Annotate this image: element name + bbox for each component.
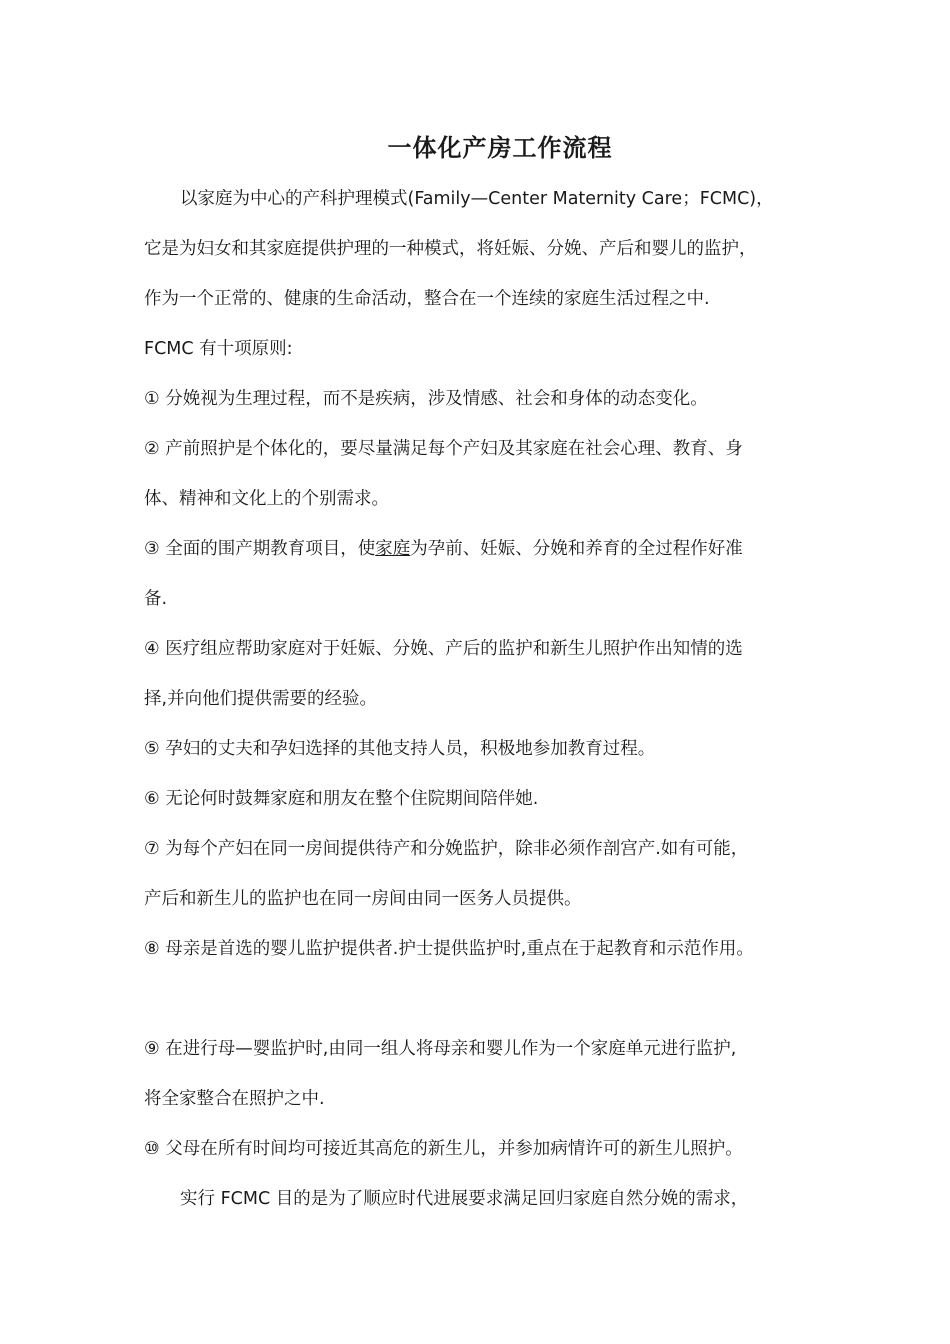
- principle-6: ⑥ 无论何时鼓舞家庭和朋友在整个住院期间陪伴她.: [144, 789, 539, 809]
- principle-3-text-a: ③ 全面的围产期教育项目，使: [144, 539, 376, 559]
- intro-line-2: 它是为妇女和其家庭提供护理的一种模式，将妊娠、分娩、产后和婴儿的监护，: [144, 239, 757, 259]
- intro-line-3: 作为一个正常的、健康的生命活动，整合在一个连续的家庭生活过程之中.: [144, 289, 710, 309]
- closing-line: 实行 FCMC 目的是为了顺应时代进展要求满足回归家庭自然分娩的需求，: [180, 1189, 749, 1209]
- intro-line-1: 以家庭为中心的产科护理模式(Family—Center Maternity Care；FCMC)，: [180, 189, 774, 209]
- principle-1: ① 分娩视为生理过程，而不是疾病，涉及情感、社会和身体的动态变化。: [144, 389, 708, 409]
- principles-heading: FCMC 有十项原则:: [144, 339, 293, 359]
- principle-5: ⑤ 孕妇的丈夫和孕妇选择的其他支持人员，积极地参加教育过程。: [144, 739, 656, 759]
- principle-2-line-1: ② 产前照护是个体化的，要尽量满足每个产妇及其家庭在社会心理、教育、身: [144, 439, 743, 459]
- principle-10: ⑩ 父母在所有时间均可接近其高危的新生儿，并参加病情许可的新生儿照护。: [144, 1139, 743, 1159]
- principle-8: ⑧ 母亲是首选的婴儿监护提供者.护士提供监护时,重点在于起教育和示范作用。: [144, 939, 754, 959]
- principle-3-line-1: [144, 534, 834, 564]
- document-title: 一体化产房工作流程: [387, 134, 613, 162]
- principle-4-line-2: 择,并向他们提供需要的经验。: [144, 689, 378, 709]
- principle-4-line-1: ④ 医疗组应帮助家庭对于妊娠、分娩、产后的监护和新生儿照护作出知情的选: [144, 639, 743, 659]
- principle-9-line-2: 将全家整合在照护之中.: [144, 1089, 325, 1109]
- principle-3-line-2: 备.: [144, 589, 168, 609]
- principle-7-line-2: 产后和新生儿的监护也在同一房间由同一医务人员提供。: [144, 889, 582, 909]
- principle-9-line-1: ⑨ 在进行母—婴监护时,由同一组人将母亲和婴儿作为一个家庭单元进行监护,: [144, 1039, 737, 1059]
- principle-3-text-b: 为孕前、妊娠、分娩和养育的全过程作好准: [410, 539, 743, 559]
- principle-7-line-1: ⑦ 为每个产妇在同一房间提供待产和分娩监护，除非必须作剖宫产.如有可能，: [144, 839, 749, 859]
- principle-2-line-2: 体、精神和文化上的个别需求。: [144, 489, 389, 509]
- principle-3-link[interactable]: 家庭: [375, 539, 411, 559]
